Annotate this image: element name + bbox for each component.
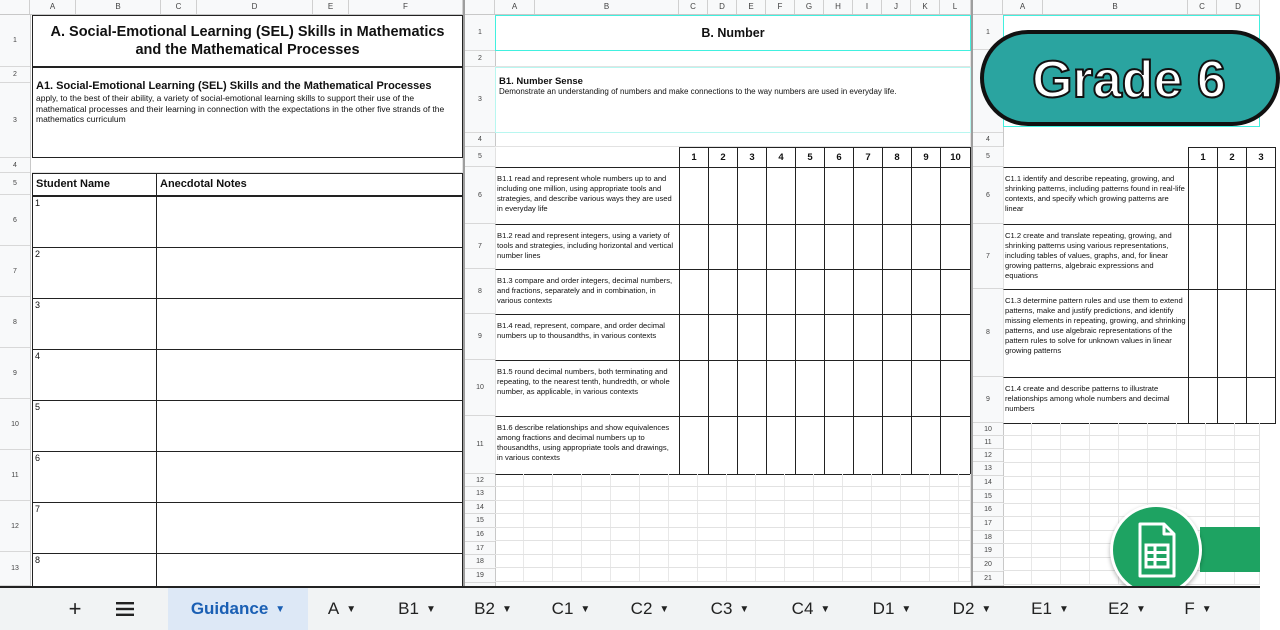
assessment-check-cell[interactable] (1188, 167, 1218, 225)
column-header[interactable]: B (1043, 0, 1188, 14)
assessment-column-header[interactable]: 1 (679, 147, 709, 168)
row-header[interactable]: 17 (465, 542, 495, 555)
caret-down-icon[interactable]: ▼ (580, 603, 591, 615)
row-header[interactable]: 11 (973, 436, 1003, 449)
student-row-number: 4 (35, 351, 41, 361)
row-header[interactable]: 19 (465, 569, 495, 583)
empty-row[interactable] (1003, 423, 1260, 436)
sheet-tab-c2[interactable] (614, 588, 686, 630)
row-header[interactable]: 21 (973, 572, 1003, 586)
row-header[interactable]: 1 (973, 15, 1003, 50)
row-header[interactable]: 10 (465, 360, 495, 416)
sheet-tab-label: D2 (952, 599, 975, 618)
student-name-cell[interactable] (32, 247, 157, 299)
caret-down-icon[interactable]: ▼ (346, 603, 357, 615)
row-header[interactable]: 11 (465, 416, 495, 474)
sheet-tab-guidance[interactable] (168, 588, 308, 630)
anecdotal-notes-cell[interactable] (156, 451, 463, 503)
expectation-text: B1.5 round decimal numbers, both terminating and repeating, to the nearest tenth, hundredth, or whole number, as applicable, in various contexts (497, 367, 670, 396)
row-header[interactable]: 12 (973, 449, 1003, 462)
assessment-check-cell[interactable] (795, 360, 825, 417)
assessment-column-header[interactable]: 6 (824, 147, 854, 168)
assessment-column-header[interactable]: 3 (1246, 147, 1276, 168)
column-header[interactable]: I (853, 0, 882, 14)
expectation-cell[interactable] (495, 224, 680, 270)
assessment-check-cell[interactable] (766, 224, 796, 270)
column-header[interactable]: E (313, 0, 349, 14)
assessment-check-cell[interactable] (824, 269, 854, 315)
select-all-corner[interactable] (465, 0, 495, 14)
anecdotal-notes-header[interactable]: Anecdotal Notes (156, 173, 463, 196)
column-header-row (465, 0, 971, 15)
column-header[interactable]: B (535, 0, 679, 14)
assessment-check-cell[interactable] (795, 167, 825, 225)
expectation-text: B1.2 read and represent integers, using a variety of tools and strategies, including horizontal and vertical number lines (497, 231, 674, 260)
empty-row[interactable] (495, 501, 971, 514)
assessment-column-header[interactable]: 1 (1188, 147, 1218, 168)
sheet-tab-b1[interactable] (382, 588, 452, 630)
sheets-banner-strip (1200, 527, 1260, 572)
assessment-check-cell[interactable] (824, 167, 854, 225)
empty-row[interactable] (495, 474, 971, 487)
assessment-check-cell[interactable] (766, 314, 796, 361)
column-header[interactable]: G (795, 0, 824, 14)
assessment-check-cell[interactable] (1188, 377, 1218, 424)
assessment-column-header[interactable]: 9 (911, 147, 941, 168)
row-header[interactable]: 2 (0, 67, 30, 83)
assessment-check-cell[interactable] (882, 314, 912, 361)
assessment-check-cell[interactable] (708, 360, 738, 417)
assessment-check-cell[interactable] (824, 360, 854, 417)
assessment-check-cell[interactable] (737, 416, 767, 475)
assessment-check-cell[interactable] (940, 416, 971, 475)
empty-row[interactable] (1003, 490, 1260, 504)
sheet-tab-bar (0, 586, 1260, 630)
column-header[interactable]: K (911, 0, 940, 14)
assessment-check-cell[interactable] (766, 360, 796, 417)
row-header[interactable]: 16 (973, 503, 1003, 517)
caret-down-icon[interactable]: ▼ (901, 603, 912, 615)
assessment-check-cell[interactable] (679, 360, 709, 417)
assessment-check-cell[interactable] (853, 360, 883, 417)
sheet-tab-c1[interactable] (536, 588, 606, 630)
assessment-check-cell[interactable] (911, 360, 941, 417)
expectation-text: B1.3 compare and order integers, decimal numbers, and fractions, separately and in combination, in various contexts (497, 276, 673, 305)
sheet-tab-d2[interactable] (936, 588, 1008, 630)
column-header[interactable]: A (495, 0, 535, 14)
google-sheets-icon (1110, 504, 1202, 596)
assessment-check-cell[interactable] (853, 314, 883, 361)
student-name-cell[interactable] (32, 298, 157, 350)
assessment-check-cell[interactable] (679, 314, 709, 361)
expectation-cell[interactable] (1003, 224, 1189, 290)
row-header[interactable]: 6 (973, 167, 1003, 224)
select-all-corner[interactable] (0, 0, 30, 14)
student-row-number: 5 (35, 402, 41, 412)
assessment-check-cell[interactable] (766, 167, 796, 225)
caret-down-icon[interactable]: ▼ (981, 603, 992, 615)
column-header[interactable]: D (197, 0, 313, 14)
row-header[interactable]: 7 (973, 224, 1003, 289)
row-header[interactable]: 18 (465, 555, 495, 569)
expectation-description: apply, to the best of their ability, a variety of social-emotional learning skills to support their use of the mathematical processes and their learning in connection with the expectations in the other five strands of the mathematics curriculum (36, 93, 445, 124)
column-header[interactable]: C (679, 0, 708, 14)
assessment-check-cell[interactable] (795, 416, 825, 475)
assessment-check-cell[interactable] (940, 360, 971, 417)
student-row-number: 1 (35, 198, 41, 208)
anecdotal-notes-cell[interactable] (156, 502, 463, 554)
row-header[interactable]: 10 (0, 399, 30, 450)
column-header[interactable]: E (737, 0, 766, 14)
row-header[interactable]: 20 (973, 558, 1003, 572)
row-header[interactable]: 8 (973, 289, 1003, 377)
row-header[interactable]: 16 (465, 528, 495, 542)
anecdotal-notes-cell[interactable] (156, 298, 463, 350)
empty-row[interactable] (1003, 477, 1260, 490)
assessment-column-header[interactable]: 3 (737, 147, 767, 168)
row-header-column (0, 15, 31, 586)
assessment-check-cell[interactable] (940, 314, 971, 361)
sheet-tab-label: B2 (474, 599, 495, 618)
empty-row[interactable] (495, 568, 971, 582)
row-header[interactable]: 3 (0, 83, 30, 158)
assessment-check-cell[interactable] (911, 314, 941, 361)
sheet-tab-e2[interactable] (1090, 588, 1164, 630)
expectation-cell[interactable] (495, 360, 680, 417)
anecdotal-notes-cell[interactable] (156, 196, 463, 248)
assessment-check-cell[interactable] (737, 167, 767, 225)
column-header[interactable]: F (349, 0, 463, 14)
assessment-check-cell[interactable] (766, 269, 796, 315)
assessment-check-cell[interactable] (1217, 224, 1247, 290)
column-header[interactable]: C (1188, 0, 1217, 14)
assessment-column-header[interactable]: 2 (708, 147, 738, 168)
column-header[interactable]: D (708, 0, 737, 14)
expectation-cell[interactable] (495, 167, 680, 225)
expectation-heading: A1. Social-Emotional Learning (SEL) Skills and the Mathematical Processes (36, 80, 432, 92)
row-header[interactable]: 13 (465, 487, 495, 501)
empty-row[interactable] (495, 555, 971, 568)
assessment-check-cell[interactable] (737, 224, 767, 270)
assessment-check-cell[interactable] (882, 360, 912, 417)
assessment-check-cell[interactable] (882, 416, 912, 475)
row-header[interactable]: 8 (465, 269, 495, 314)
assessment-check-cell[interactable] (1217, 167, 1247, 225)
expectation-text: B1.6 describe relationships and show equivalences among fractions and decimal numbers up to thousandths, using appropriate tools and drawings, in various contexts (497, 423, 670, 462)
column-header[interactable]: J (882, 0, 911, 14)
assessment-check-cell[interactable] (853, 167, 883, 225)
row-header[interactable]: 3 (465, 67, 495, 133)
row-header[interactable]: 7 (465, 224, 495, 269)
column-header[interactable]: H (824, 0, 853, 14)
row-header[interactable]: 1 (0, 15, 30, 67)
row-header[interactable]: 15 (465, 514, 495, 528)
row-header[interactable]: 18 (973, 531, 1003, 544)
row-header[interactable]: 17 (973, 517, 1003, 531)
assessment-check-cell[interactable] (882, 167, 912, 225)
empty-row[interactable] (495, 528, 971, 541)
row-header[interactable]: 15 (973, 490, 1003, 503)
assessment-check-cell[interactable] (940, 167, 971, 225)
expectation-text: C1.4 create and describe patterns to illustrate relationships among whole numbers and decimal numbers (1005, 384, 1170, 413)
assessment-check-cell[interactable] (1217, 289, 1247, 378)
assessment-check-cell[interactable] (795, 269, 825, 315)
sheet-tab-label: C1 (551, 599, 574, 618)
column-header[interactable]: A (30, 0, 76, 14)
expectation-cell[interactable] (495, 269, 680, 315)
assessment-check-cell[interactable] (911, 167, 941, 225)
assessment-column-header[interactable]: 7 (853, 147, 883, 168)
assessment-check-cell[interactable] (824, 314, 854, 361)
empty-row[interactable] (495, 514, 971, 528)
assessment-check-cell[interactable] (1188, 224, 1218, 290)
sheet-tab-label: C4 (791, 599, 814, 618)
caret-down-icon[interactable]: ▼ (425, 603, 436, 615)
column-header[interactable]: A (1003, 0, 1043, 14)
student-name-cell[interactable] (32, 502, 157, 554)
sheet-tab-label: F (1184, 599, 1195, 618)
row-header[interactable]: 5 (973, 147, 1003, 167)
row-header[interactable]: 5 (0, 173, 30, 195)
sheet-tab-label: E1 (1031, 599, 1052, 618)
expectation-cell[interactable] (1003, 289, 1189, 378)
row-header[interactable]: 11 (0, 450, 30, 501)
sheet-tab-b2[interactable] (458, 588, 528, 630)
expectation-text: B1.4 read, represent, compare, and order decimal numbers up to thousandths, in various contexts (497, 321, 665, 340)
sheet-tab-f[interactable] (1168, 588, 1228, 630)
caret-down-icon[interactable]: ▼ (1201, 603, 1212, 615)
sel-sheet-panel (0, 0, 463, 586)
sheet-tab-a[interactable] (312, 588, 372, 630)
sheet-tab-d1[interactable] (856, 588, 928, 630)
sheet-tab-e1[interactable] (1014, 588, 1086, 630)
expectation-cell[interactable] (1003, 167, 1189, 225)
google-sheets-icon-glyph (1113, 507, 1199, 593)
empty-row[interactable] (1003, 463, 1260, 477)
assessment-check-cell[interactable] (882, 269, 912, 315)
assessment-check-cell[interactable] (1246, 224, 1276, 290)
row-header[interactable]: 14 (465, 501, 495, 514)
student-name-cell[interactable] (32, 451, 157, 503)
row-header[interactable]: 9 (0, 348, 30, 399)
assessment-check-cell[interactable] (679, 224, 709, 270)
assessment-column-header[interactable]: 2 (1217, 147, 1247, 168)
grade-badge-label: Grade 6 (1032, 51, 1226, 109)
blank-row[interactable] (495, 51, 971, 67)
assessment-check-cell[interactable] (882, 224, 912, 270)
sheet-tab-c3[interactable] (694, 588, 766, 630)
assessment-column-header[interactable]: 10 (940, 147, 971, 168)
expectation-heading: B1. Number Sense (499, 76, 583, 87)
assessment-check-cell[interactable] (853, 224, 883, 270)
row-header[interactable]: 19 (973, 544, 1003, 558)
column-header[interactable]: F (766, 0, 795, 14)
assessment-column-header[interactable]: 8 (882, 147, 912, 168)
row-header[interactable]: 4 (465, 133, 495, 147)
section-title[interactable]: A. Social-Emotional Learning (SEL) Skills in Mathematics and the Mathematical Processes (32, 15, 463, 67)
anecdotal-notes-cell[interactable] (156, 349, 463, 401)
assessment-check-cell[interactable] (853, 269, 883, 315)
empty-row[interactable] (1003, 436, 1260, 450)
column-header-row (0, 0, 463, 15)
menu-icon[interactable] (108, 588, 142, 630)
assessment-check-cell[interactable] (1246, 289, 1276, 378)
select-all-corner[interactable] (973, 0, 1003, 14)
assessment-check-cell[interactable] (737, 360, 767, 417)
section-title[interactable]: B. Number (495, 15, 971, 51)
student-name-cell[interactable] (32, 553, 157, 587)
column-header[interactable]: B (76, 0, 161, 14)
assessment-check-cell[interactable] (766, 416, 796, 475)
blank-row[interactable] (32, 158, 463, 173)
assessment-check-cell[interactable] (679, 269, 709, 315)
row-header-column (465, 15, 496, 586)
assessment-check-cell[interactable] (708, 314, 738, 361)
row-header[interactable]: 12 (0, 501, 30, 552)
sheet-tab-label: D1 (872, 599, 895, 618)
sheet-tab-c4[interactable] (774, 588, 848, 630)
student-name-cell[interactable] (32, 349, 157, 401)
assessment-column-header[interactable]: 4 (766, 147, 796, 168)
expectation-cell[interactable] (495, 416, 680, 475)
expectation-text: B1.1 read and represent whole numbers up to and including one million, using appropriate tools and strategies, and describe various ways they are used in everyday life (497, 174, 672, 213)
student-name-cell[interactable] (32, 400, 157, 452)
row-header[interactable]: 13 (0, 552, 30, 586)
assessment-check-cell[interactable] (1188, 289, 1218, 378)
row-header[interactable]: 9 (973, 377, 1003, 423)
row-header[interactable]: 5 (465, 147, 495, 167)
caret-down-icon[interactable]: ▼ (739, 603, 750, 615)
row-header[interactable]: 1 (465, 15, 495, 51)
sheet-tab-label: E2 (1108, 599, 1129, 618)
student-row-number: 8 (35, 555, 41, 565)
assessment-column-header[interactable]: 5 (795, 147, 825, 168)
row-header[interactable]: 12 (465, 474, 495, 487)
row-header[interactable]: 6 (0, 195, 30, 246)
column-header-row (973, 0, 1260, 15)
student-row-number: 2 (35, 249, 41, 259)
assessment-check-cell[interactable] (708, 167, 738, 225)
expectation-text: C1.2 create and translate repeating, growing, and shrinking patterns using various representations, including tables of values, graphs, and, for linear growing patterns, algebraic expressions and equations (1005, 231, 1172, 280)
assessment-check-cell[interactable] (1246, 167, 1276, 225)
assessment-check-cell[interactable] (737, 314, 767, 361)
expectation-header-cell[interactable] (495, 147, 680, 168)
grade-badge (980, 30, 1280, 126)
column-header[interactable]: D (1217, 0, 1260, 14)
assessment-check-cell[interactable] (708, 224, 738, 270)
caret-down-icon[interactable]: ▼ (501, 603, 512, 615)
expectation-header-cell[interactable] (1003, 147, 1189, 168)
row-header[interactable]: 8 (0, 297, 30, 348)
assessment-check-cell[interactable] (911, 224, 941, 270)
anecdotal-notes-cell[interactable] (156, 400, 463, 452)
assessment-check-cell[interactable] (795, 224, 825, 270)
row-header[interactable]: 13 (973, 462, 1003, 476)
expectation-text: C1.3 determine pattern rules and use them to extend patterns, make and justify predictions, and identify missing elements in repeating, growing, and shrinking patterns, and use algebraic representations of the pattern rules to solve for unknown values in linear growing patterns (1005, 296, 1186, 355)
sheet-tab-label: C2 (630, 599, 653, 618)
assessment-check-cell[interactable] (679, 167, 709, 225)
caret-down-icon[interactable]: ▼ (1135, 603, 1146, 615)
student-row-number: 6 (35, 453, 41, 463)
row-header[interactable]: 4 (973, 133, 1003, 147)
student-name-header[interactable]: Student Name (32, 173, 157, 196)
expectation-text: C1.1 identify and describe repeating, growing, and shrinking patterns, including patterns found in real-life contexts, and specify which growing patterns are linear (1005, 174, 1185, 213)
assessment-check-cell[interactable] (1217, 377, 1247, 424)
student-name-cell[interactable] (32, 196, 157, 248)
student-row-number: 3 (35, 300, 41, 310)
row-header[interactable]: 9 (465, 314, 495, 360)
number-sheet-panel (465, 0, 971, 586)
blank-row[interactable] (495, 133, 971, 147)
assessment-check-cell[interactable] (911, 269, 941, 315)
assessment-check-cell[interactable] (708, 269, 738, 315)
caret-down-icon[interactable]: ▼ (659, 603, 670, 615)
sheet-tab-label: Guidance (190, 599, 269, 618)
plus-icon[interactable]: + (68, 596, 82, 621)
assessment-check-cell[interactable] (824, 224, 854, 270)
assessment-check-cell[interactable] (679, 416, 709, 475)
empty-row[interactable] (495, 487, 971, 501)
assessment-check-cell[interactable] (737, 269, 767, 315)
caret-down-icon[interactable]: ▼ (1058, 603, 1069, 615)
column-header[interactable]: C (161, 0, 197, 14)
assessment-check-cell[interactable] (708, 416, 738, 475)
expectation-description: Demonstrate an understanding of numbers and make connections to the way numbers are used in everyday life. (499, 87, 897, 96)
expectation-box[interactable] (32, 67, 463, 158)
sheet-tab-label: B1 (398, 599, 419, 618)
row-header[interactable]: 4 (0, 158, 30, 173)
row-header[interactable]: 7 (0, 246, 30, 297)
assessment-check-cell[interactable] (1246, 377, 1276, 424)
expectation-cell[interactable] (1003, 377, 1189, 424)
assessment-check-cell[interactable] (940, 269, 971, 315)
column-header[interactable]: L (940, 0, 971, 14)
empty-row[interactable] (495, 541, 971, 555)
assessment-check-cell[interactable] (795, 314, 825, 361)
row-header[interactable]: 2 (465, 51, 495, 67)
assessment-check-cell[interactable] (911, 416, 941, 475)
caret-down-icon[interactable]: ▼ (275, 603, 286, 615)
anecdotal-notes-cell[interactable] (156, 553, 463, 587)
assessment-check-cell[interactable] (940, 224, 971, 270)
empty-row[interactable] (1003, 450, 1260, 463)
expectation-box[interactable] (495, 67, 971, 133)
assessment-check-cell[interactable] (853, 416, 883, 475)
student-row-number: 7 (35, 504, 41, 514)
row-header[interactable]: 10 (973, 423, 1003, 436)
row-header[interactable]: 14 (973, 476, 1003, 490)
row-header[interactable]: 6 (465, 167, 495, 224)
caret-down-icon[interactable]: ▼ (820, 603, 831, 615)
sheet-tab-label: A (327, 599, 340, 618)
assessment-check-cell[interactable] (824, 416, 854, 475)
anecdotal-notes-cell[interactable] (156, 247, 463, 299)
expectation-cell[interactable] (495, 314, 680, 361)
sheet-tab-label: C3 (710, 599, 733, 618)
